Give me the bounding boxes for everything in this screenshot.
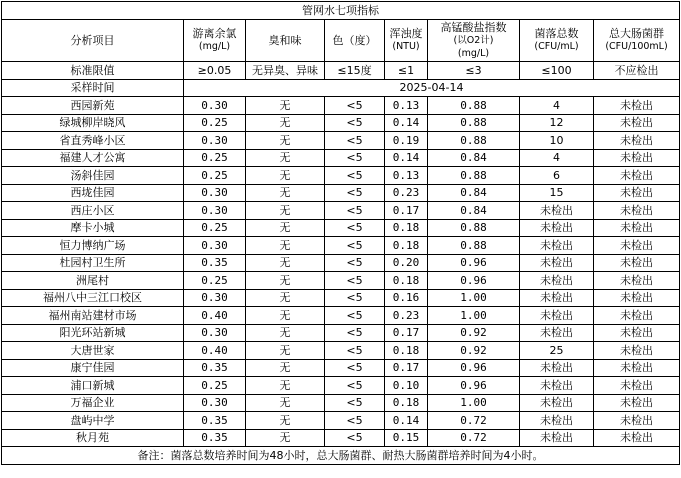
cell-color: <5 [325, 202, 385, 220]
cell-turbidity: 0.14 [385, 149, 428, 167]
cell-bacteria: 未检出 [520, 237, 594, 255]
cell-chlorine: 0.35 [184, 359, 246, 377]
cell-cod: 0.88 [428, 114, 520, 132]
cell-site: 福州南站建材市场 [2, 307, 184, 325]
water-quality-table [1, 1, 680, 465]
standard-cod: ≤3 [428, 62, 520, 80]
cell-turbidity: 0.18 [385, 237, 428, 255]
cell-turbidity: 0.23 [385, 184, 428, 202]
cell-bacteria: 未检出 [520, 307, 594, 325]
cell-color: <5 [325, 219, 385, 237]
cell-cod: 0.88 [428, 132, 520, 150]
cell-chlorine: 0.25 [184, 272, 246, 290]
header-cod: 高锰酸盐指数 (以O2计) (mg/L) [428, 20, 520, 62]
cell-odor: 无 [246, 377, 325, 395]
cell-odor: 无 [246, 324, 325, 342]
cell-chlorine: 0.30 [184, 184, 246, 202]
footnote: 备注：菌落总数培养时间为48小时，总大肠菌群、耐热大肠菌群培养时间为4小时。 [2, 447, 680, 465]
cell-turbidity: 0.18 [385, 342, 428, 360]
cell-color: <5 [325, 412, 385, 430]
cell-bacteria: 未检出 [520, 219, 594, 237]
cell-cod: 0.96 [428, 377, 520, 395]
cell-site: 秋月苑 [2, 429, 184, 447]
header-item: 分析项目 [2, 20, 184, 62]
cell-coliform: 未检出 [594, 307, 680, 325]
cell-coliform: 未检出 [594, 412, 680, 430]
cell-bacteria: 未检出 [520, 359, 594, 377]
cell-odor: 无 [246, 307, 325, 325]
cell-site: 福建人才公寓 [2, 149, 184, 167]
cell-color: <5 [325, 359, 385, 377]
cell-cod: 0.88 [428, 97, 520, 115]
cell-chlorine: 0.30 [184, 237, 246, 255]
table-row [2, 307, 680, 325]
cell-coliform: 未检出 [594, 149, 680, 167]
cell-bacteria: 6 [520, 167, 594, 185]
cell-turbidity: 0.15 [385, 429, 428, 447]
cell-coliform: 未检出 [594, 184, 680, 202]
cell-site: 绿城柳岸晓风 [2, 114, 184, 132]
cell-coliform: 未检出 [594, 394, 680, 412]
header-color: 色（度） [325, 20, 385, 62]
cell-coliform: 未检出 [594, 324, 680, 342]
header-odor: 臭和味 [246, 20, 325, 62]
cell-turbidity: 0.13 [385, 167, 428, 185]
cell-cod: 0.88 [428, 219, 520, 237]
cell-coliform: 未检出 [594, 377, 680, 395]
cell-color: <5 [325, 254, 385, 272]
cell-cod: 0.72 [428, 412, 520, 430]
cell-coliform: 未检出 [594, 114, 680, 132]
cell-bacteria: 未检出 [520, 202, 594, 220]
cell-cod: 0.84 [428, 149, 520, 167]
table-row [2, 237, 680, 255]
cell-site: 摩卡小城 [2, 219, 184, 237]
table-title: 管网水七项指标 [2, 2, 680, 20]
table-row [2, 359, 680, 377]
cell-turbidity: 0.20 [385, 254, 428, 272]
cell-site: 福州八中三江口校区 [2, 289, 184, 307]
cell-color: <5 [325, 167, 385, 185]
sampling-label: 采样时间 [2, 79, 184, 97]
sampling-date: 2025-04-14 [184, 79, 680, 97]
cell-color: <5 [325, 237, 385, 255]
cell-coliform: 未检出 [594, 97, 680, 115]
cell-cod: 0.96 [428, 272, 520, 290]
cell-color: <5 [325, 307, 385, 325]
cell-cod: 0.96 [428, 359, 520, 377]
cell-odor: 无 [246, 132, 325, 150]
table-row [2, 412, 680, 430]
cell-cod: 0.72 [428, 429, 520, 447]
header-row [2, 20, 680, 62]
header-chlorine: 游离余氯 (mg/L) [184, 20, 246, 62]
table-row [2, 132, 680, 150]
standard-color: ≤15度 [325, 62, 385, 80]
cell-site: 万福企业 [2, 394, 184, 412]
cell-site: 阳光环站新城 [2, 324, 184, 342]
cell-cod: 1.00 [428, 307, 520, 325]
cell-turbidity: 0.17 [385, 324, 428, 342]
table-row [2, 429, 680, 447]
cell-turbidity: 0.18 [385, 272, 428, 290]
cell-site: 洲尾村 [2, 272, 184, 290]
table-row [2, 272, 680, 290]
standard-turbidity: ≤1 [385, 62, 428, 80]
cell-bacteria: 未检出 [520, 272, 594, 290]
cell-color: <5 [325, 429, 385, 447]
cell-odor: 无 [246, 272, 325, 290]
cell-odor: 无 [246, 254, 325, 272]
cell-color: <5 [325, 149, 385, 167]
cell-chlorine: 0.40 [184, 307, 246, 325]
header-coliform: 总大肠菌群 (CFU/100mL) [594, 20, 680, 62]
cell-odor: 无 [246, 359, 325, 377]
cell-chlorine: 0.25 [184, 114, 246, 132]
cell-turbidity: 0.13 [385, 97, 428, 115]
cell-coliform: 未检出 [594, 272, 680, 290]
cell-chlorine: 0.35 [184, 254, 246, 272]
cell-odor: 无 [246, 97, 325, 115]
cell-bacteria: 未检出 [520, 324, 594, 342]
cell-chlorine: 0.25 [184, 167, 246, 185]
cell-cod: 0.88 [428, 237, 520, 255]
standard-chlorine: ≥0.05 [184, 62, 246, 80]
cell-site: 西园新苑 [2, 97, 184, 115]
cell-chlorine: 0.30 [184, 202, 246, 220]
cell-turbidity: 0.19 [385, 132, 428, 150]
cell-odor: 无 [246, 237, 325, 255]
cell-bacteria: 未检出 [520, 377, 594, 395]
cell-chlorine: 0.35 [184, 412, 246, 430]
cell-bacteria: 4 [520, 97, 594, 115]
cell-site: 汤斜佳园 [2, 167, 184, 185]
cell-color: <5 [325, 342, 385, 360]
cell-color: <5 [325, 377, 385, 395]
cell-bacteria: 未检出 [520, 429, 594, 447]
cell-turbidity: 0.10 [385, 377, 428, 395]
cell-color: <5 [325, 184, 385, 202]
cell-color: <5 [325, 394, 385, 412]
cell-site: 盘屿中学 [2, 412, 184, 430]
table-row [2, 167, 680, 185]
cell-chlorine: 0.30 [184, 97, 246, 115]
cell-bacteria: 15 [520, 184, 594, 202]
cell-coliform: 未检出 [594, 359, 680, 377]
cell-odor: 无 [246, 412, 325, 430]
cell-site: 杜园村卫生所 [2, 254, 184, 272]
cell-odor: 无 [246, 342, 325, 360]
cell-odor: 无 [246, 184, 325, 202]
standard-odor: 无异臭、异味 [246, 62, 325, 80]
cell-turbidity: 0.18 [385, 219, 428, 237]
cell-bacteria: 25 [520, 342, 594, 360]
standard-bacteria: ≤100 [520, 62, 594, 80]
footnote-row [2, 447, 680, 465]
cell-cod: 0.92 [428, 324, 520, 342]
cell-odor: 无 [246, 149, 325, 167]
cell-chlorine: 0.30 [184, 394, 246, 412]
cell-cod: 1.00 [428, 394, 520, 412]
cell-coliform: 未检出 [594, 254, 680, 272]
cell-chlorine: 0.30 [184, 132, 246, 150]
cell-odor: 无 [246, 114, 325, 132]
cell-chlorine: 0.25 [184, 149, 246, 167]
table-row [2, 219, 680, 237]
cell-turbidity: 0.14 [385, 114, 428, 132]
table-row [2, 324, 680, 342]
cell-bacteria: 4 [520, 149, 594, 167]
header-bacteria: 菌落总数 (CFU/mL) [520, 20, 594, 62]
cell-coliform: 未检出 [594, 202, 680, 220]
table-row [2, 377, 680, 395]
cell-bacteria: 未检出 [520, 254, 594, 272]
cell-color: <5 [325, 114, 385, 132]
cell-cod: 0.84 [428, 202, 520, 220]
cell-turbidity: 0.18 [385, 394, 428, 412]
table-row [2, 289, 680, 307]
cell-color: <5 [325, 272, 385, 290]
cell-color: <5 [325, 324, 385, 342]
cell-coliform: 未检出 [594, 429, 680, 447]
cell-chlorine: 0.30 [184, 324, 246, 342]
cell-chlorine: 0.25 [184, 377, 246, 395]
cell-site: 浦口新城 [2, 377, 184, 395]
cell-cod: 0.88 [428, 167, 520, 185]
cell-cod: 0.84 [428, 184, 520, 202]
table-row [2, 202, 680, 220]
header-turbidity: 浑浊度 (NTU) [385, 20, 428, 62]
standard-coliform: 不应检出 [594, 62, 680, 80]
standard-label: 标准限值 [2, 62, 184, 80]
table-row [2, 254, 680, 272]
cell-coliform: 未检出 [594, 342, 680, 360]
cell-color: <5 [325, 97, 385, 115]
cell-odor: 无 [246, 167, 325, 185]
cell-turbidity: 0.16 [385, 289, 428, 307]
cell-coliform: 未检出 [594, 167, 680, 185]
table-row [2, 114, 680, 132]
cell-chlorine: 0.35 [184, 429, 246, 447]
cell-site: 恒力博纳广场 [2, 237, 184, 255]
cell-site: 康宁佳园 [2, 359, 184, 377]
cell-turbidity: 0.23 [385, 307, 428, 325]
cell-odor: 无 [246, 289, 325, 307]
table-row [2, 149, 680, 167]
cell-chlorine: 0.40 [184, 342, 246, 360]
cell-odor: 无 [246, 202, 325, 220]
table-row [2, 394, 680, 412]
table-row [2, 184, 680, 202]
sampling-row [2, 79, 680, 97]
cell-chlorine: 0.30 [184, 289, 246, 307]
cell-odor: 无 [246, 429, 325, 447]
cell-bacteria: 10 [520, 132, 594, 150]
cell-odor: 无 [246, 394, 325, 412]
cell-site: 省直秀峰小区 [2, 132, 184, 150]
cell-site: 大唐世家 [2, 342, 184, 360]
cell-site: 西垅佳园 [2, 184, 184, 202]
cell-turbidity: 0.17 [385, 359, 428, 377]
cell-coliform: 未检出 [594, 219, 680, 237]
cell-site: 西庄小区 [2, 202, 184, 220]
cell-color: <5 [325, 289, 385, 307]
cell-coliform: 未检出 [594, 132, 680, 150]
cell-coliform: 未检出 [594, 237, 680, 255]
cell-color: <5 [325, 132, 385, 150]
standard-row [2, 62, 680, 80]
cell-cod: 0.96 [428, 254, 520, 272]
cell-coliform: 未检出 [594, 289, 680, 307]
cell-bacteria: 未检出 [520, 394, 594, 412]
table-row [2, 342, 680, 360]
cell-cod: 0.92 [428, 342, 520, 360]
cell-bacteria: 未检出 [520, 412, 594, 430]
cell-odor: 无 [246, 219, 325, 237]
cell-turbidity: 0.17 [385, 202, 428, 220]
cell-cod: 1.00 [428, 289, 520, 307]
cell-bacteria: 12 [520, 114, 594, 132]
cell-turbidity: 0.14 [385, 412, 428, 430]
table-row [2, 97, 680, 115]
cell-chlorine: 0.25 [184, 219, 246, 237]
cell-bacteria: 未检出 [520, 289, 594, 307]
